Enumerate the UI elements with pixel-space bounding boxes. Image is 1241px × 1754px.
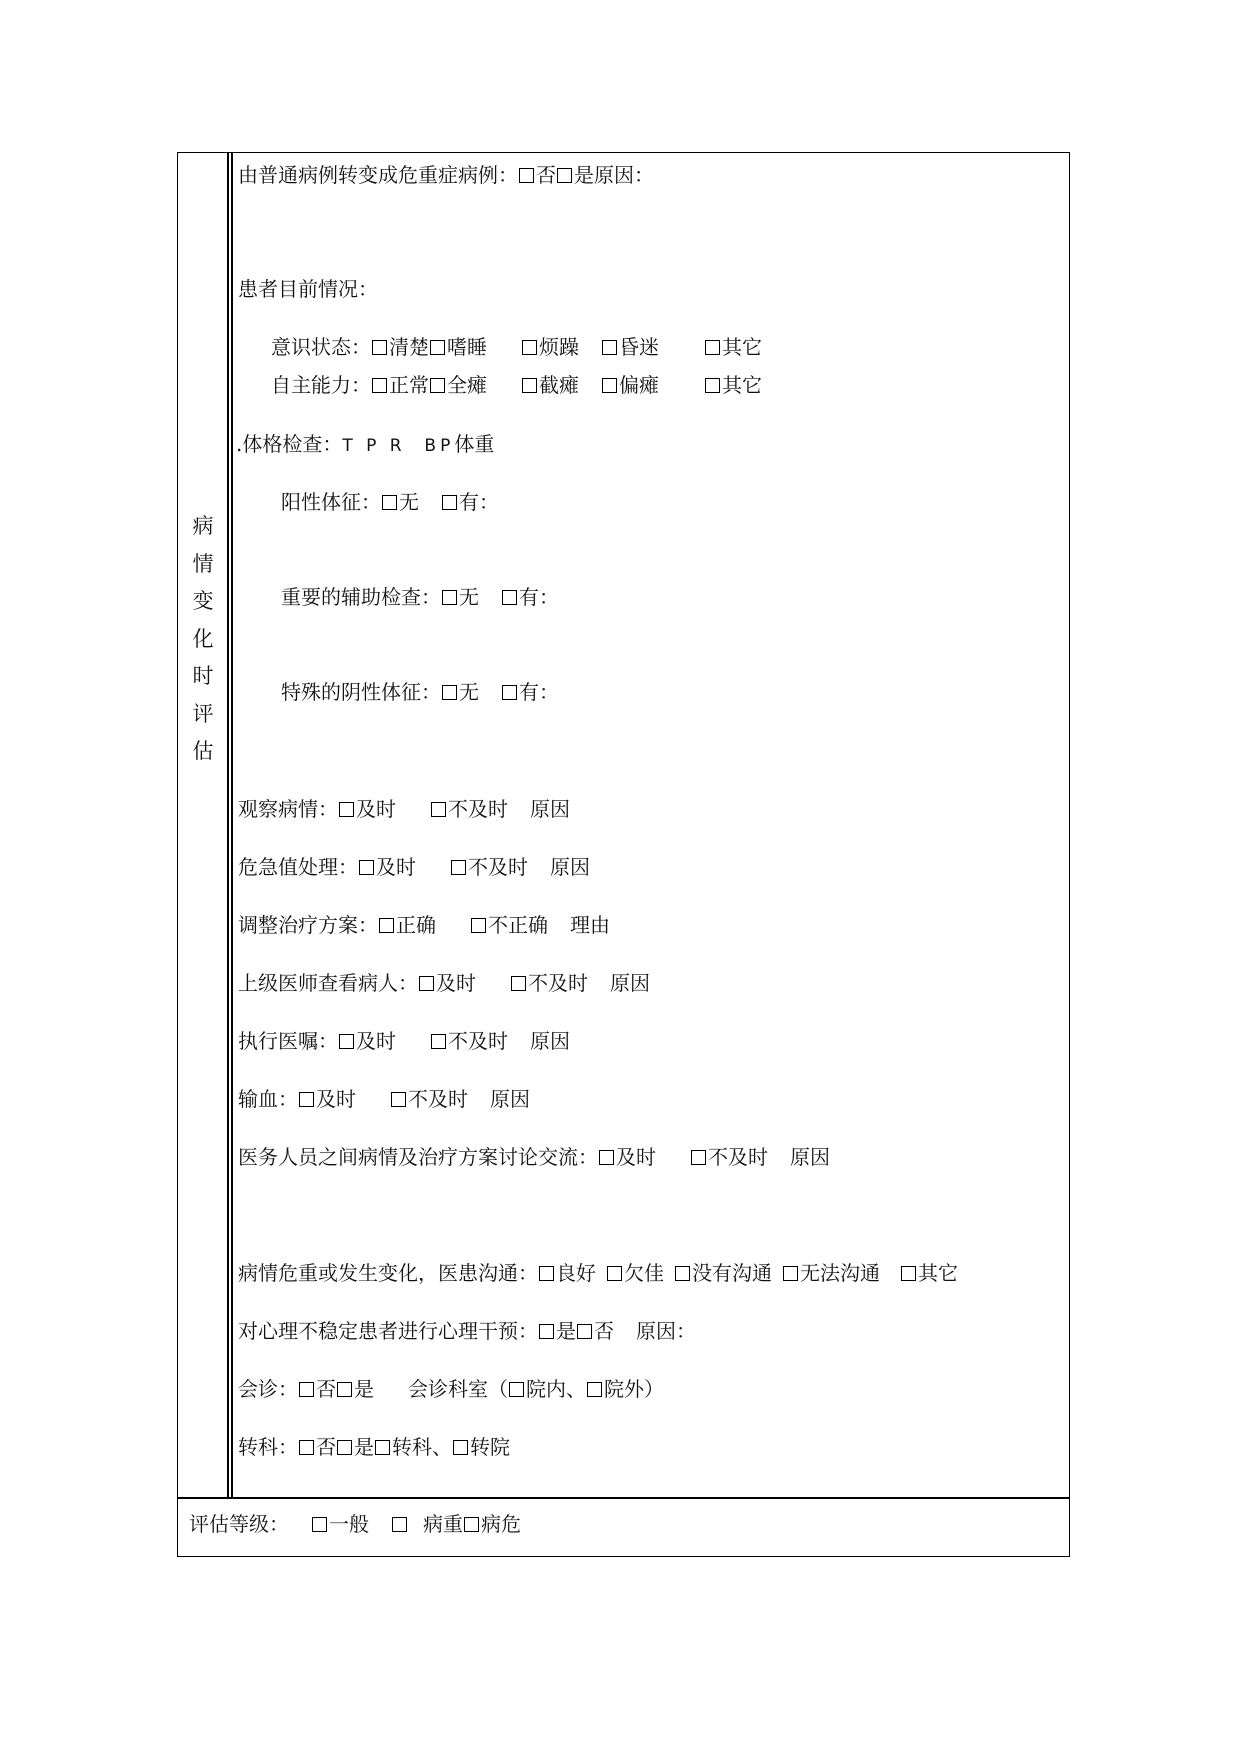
superior-check-row: 上级医师查看病人： 及时 不及时 原因 — [238, 971, 650, 995]
comm-other-checkbox[interactable] — [901, 1266, 916, 1281]
physical-exam-row: .体格检查：T P R BP体重 — [236, 432, 495, 456]
critical-value-timely-checkbox[interactable] — [359, 860, 374, 875]
transfer-yes-checkbox[interactable] — [337, 1440, 352, 1455]
critical-value-row: 危急值处理： 及时 不及时 原因 — [238, 855, 590, 879]
orders-untimely-checkbox[interactable] — [431, 1034, 446, 1049]
observe-untimely-checkbox[interactable] — [431, 802, 446, 817]
transfusion-row: 输血： 及时 不及时 原因 — [238, 1087, 530, 1111]
transfer-row: 转科： 否 是 转科、 转院 — [238, 1435, 510, 1459]
negative-signs-row: 特殊的阴性体征： 无 有： — [281, 680, 559, 704]
communication-row: 病情危重或发生变化，医患沟通： 良好 欠佳 没有沟通 无法沟通 其它 — [238, 1261, 958, 1285]
selfcare-paraplegia-checkbox[interactable] — [522, 378, 537, 393]
transfusion-untimely-checkbox[interactable] — [391, 1092, 406, 1107]
superior-untimely-checkbox[interactable] — [511, 976, 526, 991]
negative-none-checkbox[interactable] — [442, 685, 457, 700]
self-care-row: 自主能力： 正常 全瘫 截瘫 偏瘫 其它 — [271, 373, 762, 397]
positive-has-checkbox[interactable] — [442, 495, 457, 510]
discussion-row: 医务人员之间病情及治疗方案讨论交流： 及时 不及时 原因 — [238, 1145, 830, 1169]
critical-value-untimely-checkbox[interactable] — [451, 860, 466, 875]
consult-no-checkbox[interactable] — [299, 1382, 314, 1397]
grade-general-checkbox[interactable] — [312, 1517, 327, 1532]
consciousness-other-checkbox[interactable] — [705, 340, 720, 355]
critical-no-checkbox[interactable] — [519, 168, 534, 183]
observe-timely-checkbox[interactable] — [339, 802, 354, 817]
positive-none-checkbox[interactable] — [382, 495, 397, 510]
consciousness-clear-checkbox[interactable] — [372, 340, 387, 355]
aux-exam-row: 重要的辅助检查： 无 有： — [281, 585, 559, 609]
psych-row: 对心理不稳定患者进行心理干预： 是 否 原因： — [238, 1319, 696, 1343]
psych-no-checkbox[interactable] — [577, 1324, 592, 1339]
selfcare-hemiplegia-checkbox[interactable] — [602, 378, 617, 393]
critical-case-row: 由普通病例转变成危重症病例： 否 是原因： — [238, 163, 654, 187]
consult-row: 会诊： 否 是 会诊科室（ 院内、 院外） — [238, 1377, 664, 1401]
selfcare-normal-checkbox[interactable] — [372, 378, 387, 393]
orders-timely-checkbox[interactable] — [339, 1034, 354, 1049]
aux-has-checkbox[interactable] — [502, 590, 517, 605]
evaluation-form-table — [177, 152, 1070, 1557]
consciousness-coma-checkbox[interactable] — [602, 340, 617, 355]
positive-signs-row: 阳性体征： 无 有： — [281, 490, 499, 514]
grade-critical-checkbox[interactable] — [464, 1517, 479, 1532]
consult-internal-checkbox[interactable] — [509, 1382, 524, 1397]
observe-row: 观察病情： 及时 不及时 原因 — [238, 797, 570, 821]
consult-external-checkbox[interactable] — [587, 1382, 602, 1397]
comm-none-checkbox[interactable] — [675, 1266, 690, 1281]
section-label: 病 情 变 化 时 评 估 — [192, 514, 214, 763]
grade-row: 评估等级： 一般 病重 病危 — [189, 1512, 521, 1536]
grade-serious-checkbox[interactable] — [392, 1517, 407, 1532]
psych-yes-checkbox[interactable] — [539, 1324, 554, 1339]
critical-yes-checkbox[interactable] — [557, 168, 572, 183]
discussion-timely-checkbox[interactable] — [599, 1150, 614, 1165]
comm-poor-checkbox[interactable] — [607, 1266, 622, 1281]
discussion-untimely-checkbox[interactable] — [691, 1150, 706, 1165]
adjust-incorrect-checkbox[interactable] — [471, 918, 486, 933]
adjust-plan-row: 调整治疗方案： 正确 不正确 理由 — [238, 913, 610, 937]
column-divider-inner — [231, 153, 233, 1498]
row-divider — [178, 1497, 1069, 1499]
selfcare-other-checkbox[interactable] — [705, 378, 720, 393]
consult-yes-checkbox[interactable] — [337, 1382, 352, 1397]
transfer-no-checkbox[interactable] — [299, 1440, 314, 1455]
orders-row: 执行医嘱： 及时 不及时 原因 — [238, 1029, 570, 1053]
selfcare-full-paralysis-checkbox[interactable] — [430, 378, 445, 393]
transfusion-timely-checkbox[interactable] — [299, 1092, 314, 1107]
transfer-dept-checkbox[interactable] — [375, 1440, 390, 1455]
adjust-correct-checkbox[interactable] — [379, 918, 394, 933]
consciousness-agitated-checkbox[interactable] — [522, 340, 537, 355]
current-status-label: 患者目前情况： — [238, 277, 378, 301]
negative-has-checkbox[interactable] — [502, 685, 517, 700]
comm-unable-checkbox[interactable] — [783, 1266, 798, 1281]
superior-timely-checkbox[interactable] — [419, 976, 434, 991]
consciousness-drowsy-checkbox[interactable] — [430, 340, 445, 355]
comm-good-checkbox[interactable] — [539, 1266, 554, 1281]
column-divider — [227, 153, 229, 1498]
transfer-hospital-checkbox[interactable] — [453, 1440, 468, 1455]
aux-none-checkbox[interactable] — [442, 590, 457, 605]
consciousness-row: 意识状态： 清楚 嗜睡 烦躁 昏迷 其它 — [271, 335, 762, 359]
